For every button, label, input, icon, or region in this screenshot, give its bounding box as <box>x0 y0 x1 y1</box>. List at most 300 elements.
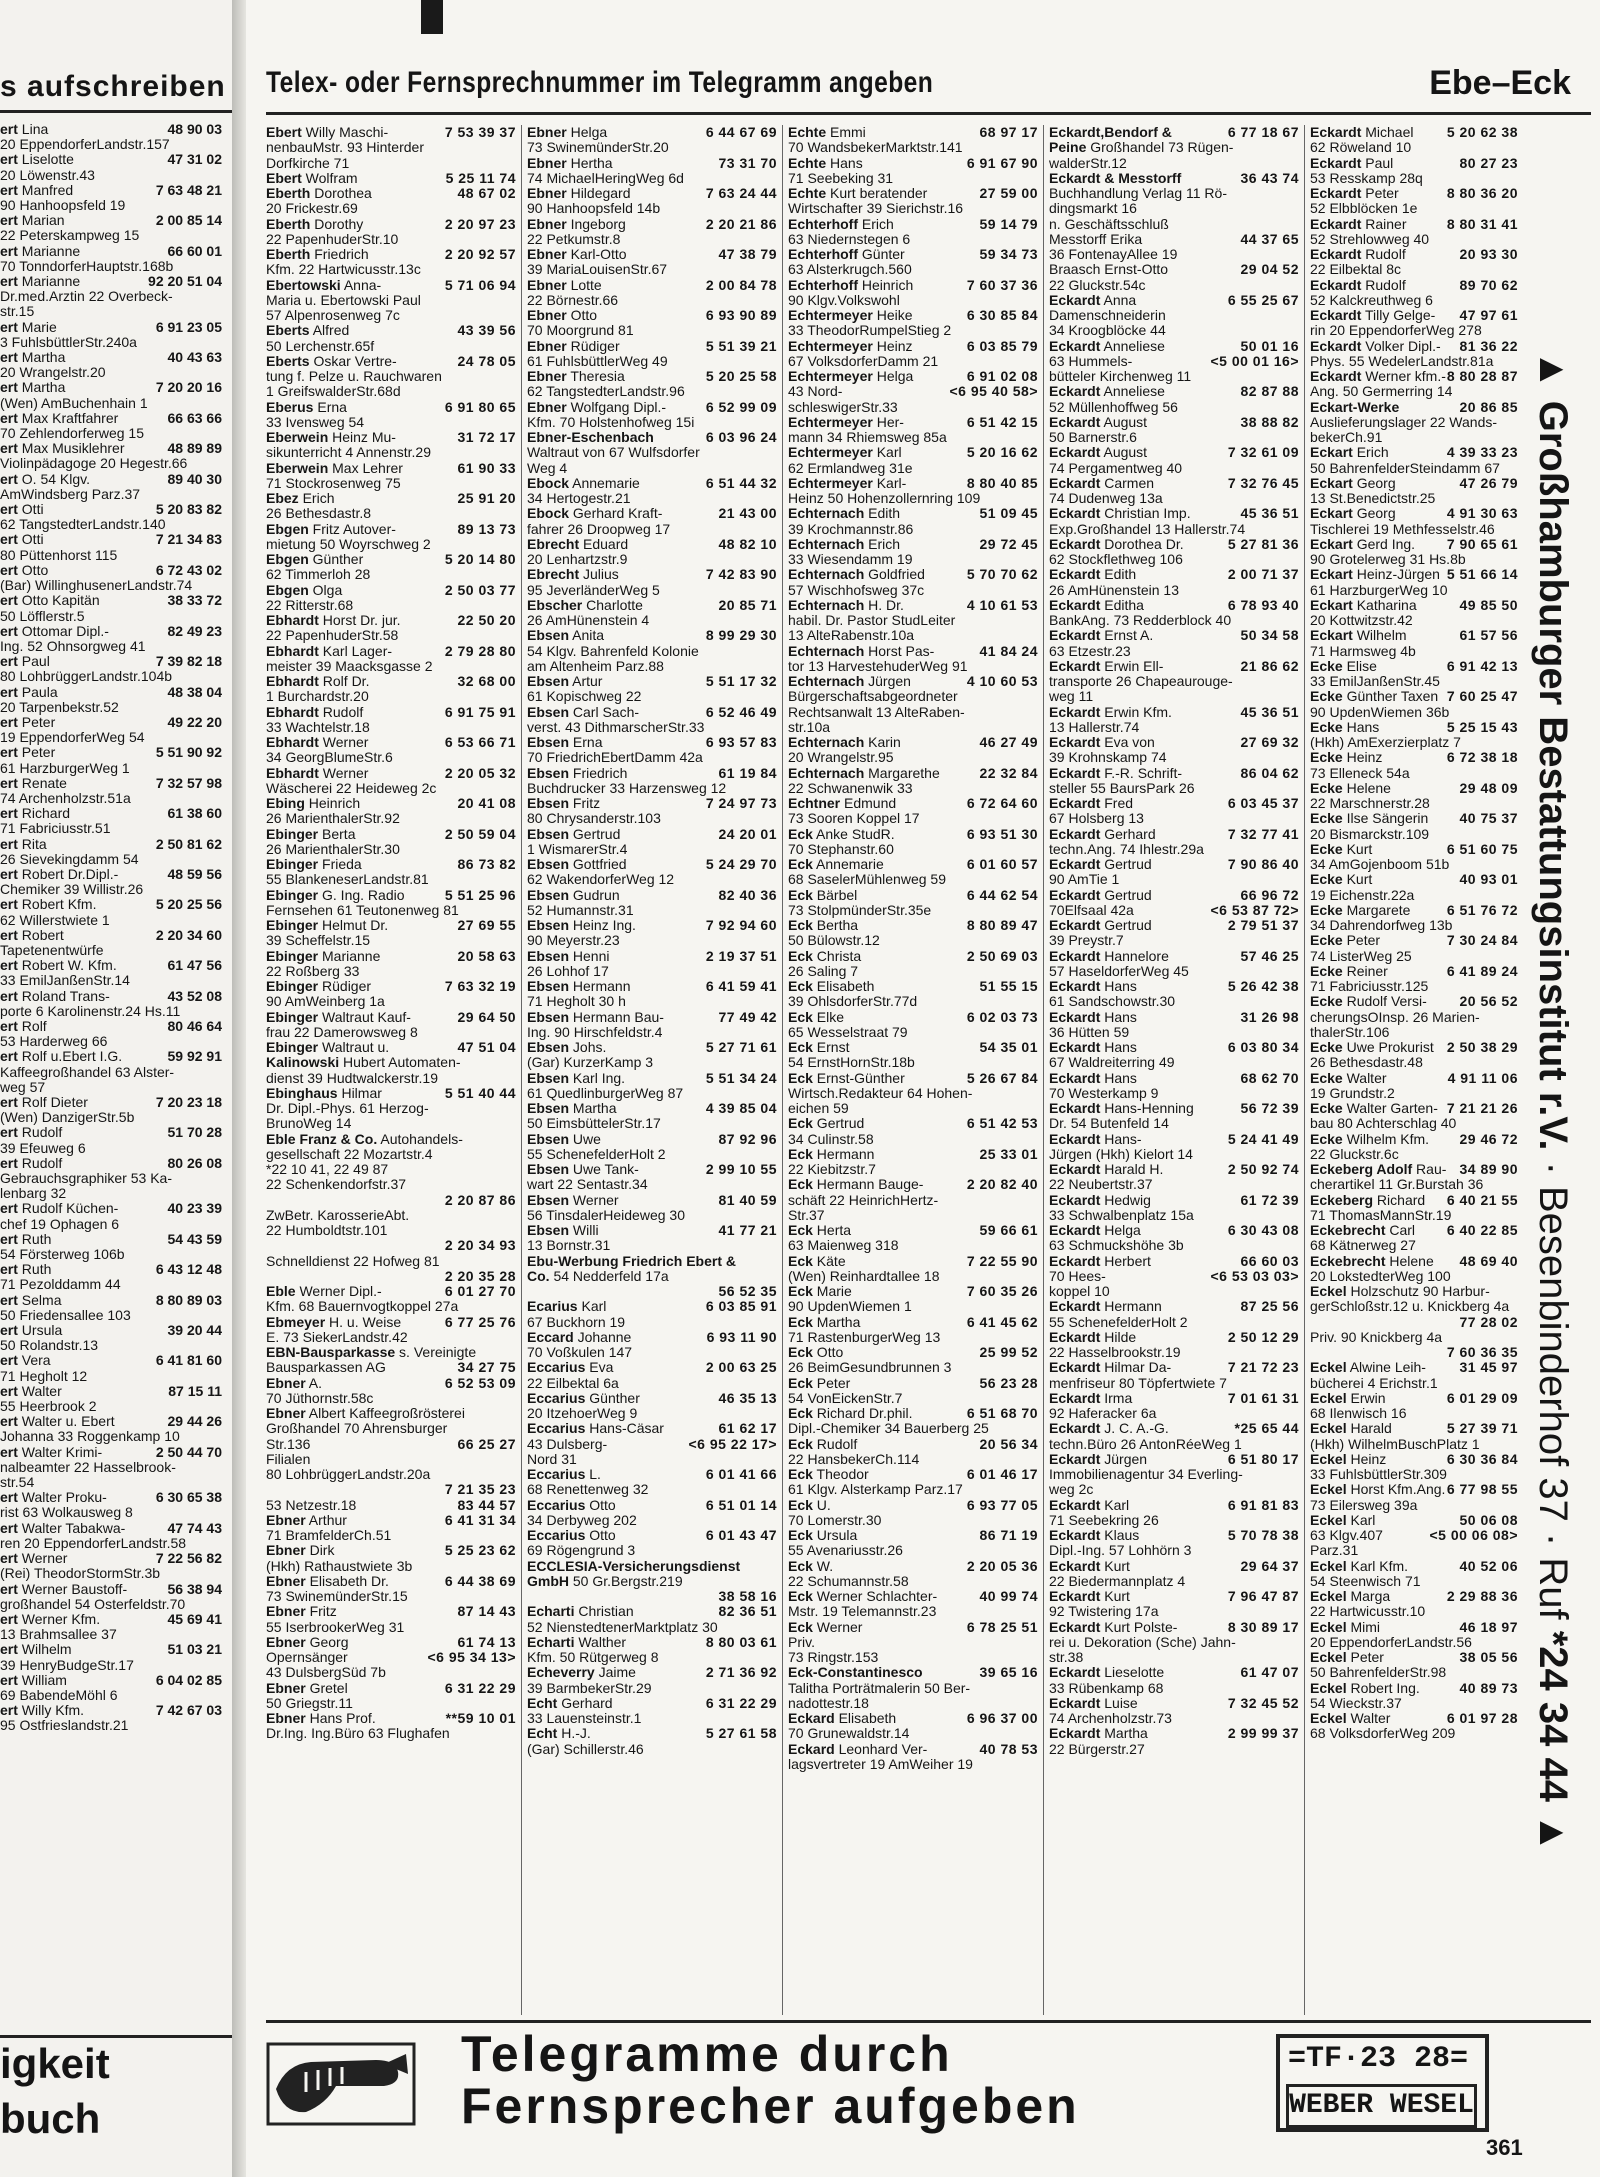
entry-details: 20 Frickestr.69 <box>266 201 358 217</box>
directory-entry-row <box>527 1604 777 1619</box>
directory-entry-row <box>527 430 777 445</box>
left-listing-row <box>0 1460 222 1475</box>
directory-entry-row <box>1049 827 1299 842</box>
entry-surname: Eckebrecht <box>1310 1223 1386 1238</box>
entry-phone: 48 82 10 <box>718 536 777 552</box>
entry-surname: Ebner <box>266 1375 306 1391</box>
entry-details: J. C. A.-G. <box>1100 1421 1169 1437</box>
entry-phone: 6 91 67 90 <box>966 155 1038 171</box>
directory-entry-row <box>1049 1452 1299 1467</box>
entry-surname: Eck <box>788 1284 813 1299</box>
left-listing-name: ert <box>0 866 18 882</box>
left-listing-text: 95 Ostfrieslandstr.21 <box>0 1718 129 1734</box>
left-listing-phone: 40 43 63 <box>167 350 222 366</box>
entry-phone: 7 24 97 73 <box>705 796 777 811</box>
entry-phone: 40 99 74 <box>979 1589 1038 1604</box>
entry-details: H.-J. <box>557 1726 591 1742</box>
directory-entry-row <box>788 796 1038 811</box>
entry-details: Heinz Mu- <box>328 430 396 445</box>
entry-details: Buchhandlung Verlag 11 Rö- <box>1049 186 1227 201</box>
left-listing-phone: 7 63 48 21 <box>155 182 222 198</box>
entry-details: Heinz-Jürgen <box>1352 567 1440 583</box>
entry-details: Hans <box>1100 1040 1137 1055</box>
entry-surname: Eckardt <box>1049 1360 1101 1376</box>
entry-details: Erwin Kfm. <box>1100 704 1172 720</box>
entry-surname: Eckeberg <box>1310 1192 1374 1208</box>
entry-phone: 51 55 15 <box>979 979 1038 994</box>
entry-details: Str.37 <box>788 1207 825 1223</box>
entry-details: 22 Biedermannplatz 4 <box>1049 1573 1186 1589</box>
entry-surname: Eck <box>788 1528 813 1543</box>
left-listing-text: Ottomar Dipl.- <box>17 623 109 639</box>
directory-entry-row <box>266 308 516 323</box>
entry-details: Hans <box>1342 719 1380 735</box>
directory-entry-row <box>266 1696 516 1711</box>
directory-entry-row <box>266 1284 516 1299</box>
left-listing-text: Robert Dr.Dipl.- <box>17 866 119 882</box>
entry-details: 20 ItzehoerWeg 9 <box>527 1406 638 1421</box>
entry-details: Buchdrucker 33 Harzensweg 12 <box>527 780 727 796</box>
entry-surname: Ebinger <box>266 1009 319 1025</box>
entry-details: 90 UpdenWiemen 36b <box>1310 704 1450 720</box>
entry-details: 1 GreifswalderStr.68d <box>266 384 401 400</box>
directory-entry-row <box>1310 888 1518 903</box>
entry-details: Karl <box>1346 1512 1376 1528</box>
left-listing-row <box>0 1186 222 1201</box>
entry-details: str.38 <box>1049 1650 1084 1665</box>
left-listing-phone: 7 32 57 98 <box>155 775 222 791</box>
left-listing-row <box>0 1004 222 1019</box>
entry-phone: 29 04 52 <box>1240 262 1299 278</box>
entry-details: Jürgen <box>1100 1451 1148 1467</box>
directory-entry-row <box>788 1635 1038 1650</box>
entry-details: 61 Kopischweg 22 <box>527 689 642 705</box>
entry-phone: 6 30 36 84 <box>1446 1451 1518 1467</box>
entry-phone: 6 30 85 84 <box>966 308 1038 323</box>
directory-entry-row <box>266 1315 516 1330</box>
entry-details: 71 BramfelderCh.51 <box>266 1528 392 1543</box>
entry-phone: 83 44 57 <box>457 1497 516 1513</box>
directory-entry-row <box>788 171 1038 186</box>
entry-details: mann 34 Rhiemsweg 85a <box>788 430 947 445</box>
directory-entry-row <box>788 1681 1038 1696</box>
entry-details: nadottestr.18 <box>788 1695 869 1711</box>
entry-details: Klaus <box>1100 1528 1140 1543</box>
entry-surname: Eck <box>788 1558 813 1574</box>
entry-phone: 6 01 29 09 <box>1446 1390 1518 1406</box>
entry-phone: 7 60 35 26 <box>966 1284 1038 1299</box>
entry-details: Uwe Prokurist <box>1342 1040 1434 1055</box>
left-listing-text: Max Kraftfahrer <box>17 410 119 426</box>
directory-entry-row <box>527 1406 777 1421</box>
entry-phone: 46 35 13 <box>718 1390 777 1406</box>
entry-details: 33 FuhlsbüttlerStr.309 <box>1310 1467 1447 1482</box>
left-listing-row <box>0 882 222 897</box>
entry-surname: Eckardt <box>1310 216 1362 232</box>
left-listing-text: ren 20 EppendorferLandstr.58 <box>0 1535 187 1551</box>
left-listing-text: Peter <box>17 745 56 761</box>
entry-details: 13 St.Benedictstr.25 <box>1310 491 1436 506</box>
directory-entry-row <box>527 1025 777 1040</box>
side-ad-logo-icon: ▲ <box>1531 350 1575 390</box>
left-listing-text: Walter Krimi- <box>17 1444 103 1460</box>
directory-entry-row <box>1310 1193 1518 1208</box>
entry-phone: 6 91 80 65 <box>444 399 516 415</box>
directory-entry-row <box>1049 1132 1299 1147</box>
entry-details: 71 Hegholt 30 h <box>527 994 626 1010</box>
left-listing-row <box>0 989 222 1004</box>
left-listing-text: 26 Sievekingdamm 54 <box>0 851 139 867</box>
entry-details: Rudolf Versi- <box>1342 994 1427 1010</box>
entry-surname: Echternach <box>788 597 865 613</box>
entry-phone: 6 30 43 08 <box>1227 1223 1299 1238</box>
entry-details: Karl Lager- <box>318 643 393 659</box>
left-listing-row <box>0 289 222 304</box>
left-listing-row <box>0 1490 222 1505</box>
directory-entry-row <box>1310 583 1518 598</box>
left-listing-phone: 7 20 23 18 <box>155 1095 222 1110</box>
entry-phone: 7 60 37 36 <box>966 277 1038 293</box>
directory-entry-row <box>788 872 1038 887</box>
left-listing-phone: 38 33 72 <box>167 593 222 609</box>
directory-entry-row <box>266 567 516 582</box>
directory-entry-row <box>1310 1360 1518 1375</box>
left-listing-name: ert <box>0 1049 18 1065</box>
entry-details: Erwin Ell- <box>1100 658 1164 674</box>
directory-entry-row <box>1049 552 1299 567</box>
entry-surname: Ebsen <box>527 765 570 781</box>
entry-surname: Eckardt <box>1049 948 1101 964</box>
entry-phone: 89 13 73 <box>457 521 516 537</box>
left-listing-phone: 6 41 81 60 <box>155 1353 222 1369</box>
left-listing-row <box>0 578 222 593</box>
left-listing-phone: 6 91 23 05 <box>155 319 222 335</box>
directory-entry-row <box>266 689 516 704</box>
entry-details: Reiner <box>1342 963 1388 979</box>
left-listing-row <box>0 639 222 654</box>
entry-phone: <5 00 01 16> <box>1210 353 1299 369</box>
entry-phone: 29 64 37 <box>1240 1558 1299 1574</box>
entry-surname: Eckardt <box>1049 1131 1101 1147</box>
entry-details: Dorfkirche 71 <box>266 155 350 171</box>
entry-details: str.10a <box>788 719 831 735</box>
bottom-ad-line1: Telegramme durch <box>461 2026 953 2082</box>
entry-surname: Eck <box>788 1177 813 1193</box>
directory-entry-row <box>527 1711 777 1726</box>
entry-phone: 6 40 22 85 <box>1446 1223 1518 1238</box>
entry-details: Margarete <box>1342 902 1411 918</box>
entry-details: Mstr. 19 Telemannstr.23 <box>788 1604 937 1620</box>
directory-entry-row <box>1310 1055 1518 1070</box>
page-header-title: Telex- oder Fernsprechnummer im Telegramm angeben <box>266 66 934 99</box>
entry-surname: Eck <box>788 1345 813 1360</box>
directory-entry-row <box>266 537 516 552</box>
entry-surname: Ebsen <box>527 887 570 903</box>
entry-surname: Eckart <box>1310 506 1353 522</box>
entry-details: Rau- <box>1412 1162 1447 1177</box>
left-page <box>0 0 232 2177</box>
left-listing-text: 22 Peterskampweg 15 <box>0 228 140 244</box>
directory-entry-row <box>266 201 516 216</box>
left-listing-row <box>0 1247 222 1262</box>
directory-entry-row <box>1049 125 1299 140</box>
entry-details: Wolfgang Dipl.- <box>566 399 667 415</box>
directory-entry-row <box>1049 1650 1299 1665</box>
left-listing-text: Otti <box>17 502 44 518</box>
directory-entry-row <box>788 628 1038 643</box>
entry-phone: 57 46 25 <box>1240 948 1299 964</box>
entry-surname: Eckardt <box>1049 445 1101 461</box>
entry-surname: Eberts <box>266 353 310 369</box>
directory-entry-row <box>266 476 516 491</box>
directory-entry-row <box>1310 1086 1518 1101</box>
entry-details: 71 Harmsweg 4b <box>1310 643 1416 659</box>
directory-entry-row <box>1310 918 1518 933</box>
entry-details: Martha <box>1100 1726 1148 1742</box>
entry-phone: 68 97 17 <box>979 125 1038 140</box>
directory-entry-row <box>788 857 1038 872</box>
directory-entry-row <box>527 1071 777 1086</box>
entry-surname: Echtermeyer <box>788 308 873 323</box>
entry-surname: Eck <box>788 857 813 872</box>
entry-phone: 61 47 07 <box>1240 1665 1299 1681</box>
directory-entry-row <box>527 186 777 201</box>
directory-entry-row <box>1049 384 1299 399</box>
left-listing-name: ert <box>0 319 18 335</box>
directory-entry-row <box>527 842 777 857</box>
entry-details: Carl Sach- <box>569 704 640 720</box>
entry-phone: 7 63 24 44 <box>705 186 777 201</box>
left-listing-row <box>0 1353 222 1368</box>
entry-details: Autohandels- <box>377 1131 463 1147</box>
entry-phone: 2 20 87 86 <box>444 1192 516 1208</box>
directory-entry-row <box>1049 644 1299 659</box>
directory-entry-row <box>788 1620 1038 1635</box>
entry-details: 73 Ringstr.153 <box>788 1650 879 1665</box>
entry-details: 68 Renettenweg 32 <box>527 1482 649 1498</box>
entry-surname: Ebner <box>266 1634 306 1650</box>
left-listing-text: Otto <box>17 562 49 578</box>
entry-details: Katharina <box>1352 597 1417 613</box>
left-header-rule <box>0 110 232 113</box>
entry-phone: 6 78 25 51 <box>966 1619 1038 1635</box>
entry-surname: Ebsen <box>527 979 570 994</box>
directory-entry-row <box>1049 1025 1299 1040</box>
entry-details: Gertrud <box>1100 918 1152 933</box>
entry-details: Ang. 50 Germerring 14 <box>1310 384 1453 400</box>
directory-entry-row <box>527 659 777 674</box>
directory-entry-row <box>266 1467 516 1482</box>
entry-phone: 41 84 24 <box>979 643 1038 659</box>
entry-details: August <box>1100 445 1148 461</box>
entry-details: s. Vereinigte <box>395 1345 477 1360</box>
directory-entry-row <box>1310 339 1518 354</box>
left-listing-text: Walter <box>17 1383 62 1399</box>
entry-details: Dorothea <box>310 186 372 201</box>
entry-details: Christa <box>812 948 862 964</box>
left-listing-phone: 92 20 51 04 <box>148 274 222 290</box>
entry-details: weg 11 <box>1049 689 1094 705</box>
entry-details: Gretel <box>305 1680 348 1696</box>
directory-entry-row <box>788 1101 1038 1116</box>
entry-details: A. <box>305 1375 323 1391</box>
entry-surname: Echternach <box>788 506 865 522</box>
entry-surname: Echternach <box>788 567 865 583</box>
entry-surname: Eckel <box>1310 1711 1347 1726</box>
left-listing-row <box>0 274 222 289</box>
left-listing-row <box>0 1551 222 1566</box>
directory-entry-row <box>527 918 777 933</box>
directory-entry-row <box>1310 1498 1518 1513</box>
entry-details: Helga <box>872 369 914 384</box>
left-listing-text: Otti <box>17 532 44 548</box>
left-listing-name: ert <box>0 1231 18 1247</box>
entry-surname: Ecke <box>1310 963 1343 979</box>
left-listing-phone: 49 22 20 <box>167 714 222 730</box>
entry-details: dienst 39 Hudtwalckerstr.19 <box>266 1070 438 1086</box>
directory-entry-row <box>527 1345 777 1360</box>
directory-entry-row <box>788 1284 1038 1299</box>
left-listing-phone: 7 22 56 82 <box>155 1551 222 1567</box>
entry-surname: Eckeberg Adolf <box>1310 1162 1413 1177</box>
entry-details: Hannelore <box>1100 948 1169 964</box>
directory-entry-row <box>1310 1147 1518 1162</box>
entry-details: 63 Niedernstegen 6 <box>788 231 911 247</box>
directory-entry-row <box>266 1711 516 1726</box>
entry-details: Gerhard <box>557 1695 613 1711</box>
left-listing-text: Wilhelm <box>17 1642 72 1658</box>
left-listing-text: 62 TangstedterLandstr.140 <box>0 517 166 533</box>
entry-surname: Ebsen <box>527 948 570 964</box>
entry-phone: 77 49 42 <box>718 1009 777 1025</box>
entry-details: Theodor <box>812 1467 869 1482</box>
directory-entry-row <box>527 705 777 720</box>
entry-surname: Eck <box>788 979 813 994</box>
entry-details: 55 IserbrookerWeg 31 <box>266 1619 405 1635</box>
entry-details: 71 Seebekring 26 <box>1049 1512 1159 1528</box>
entry-details: Rüdiger <box>318 979 372 994</box>
entry-phone: 73 31 70 <box>718 155 777 171</box>
entry-phone: 45 36 51 <box>1240 506 1299 522</box>
directory-entry-row <box>1049 1315 1299 1330</box>
directory-entry-row <box>527 369 777 384</box>
entry-details: 55 SchenefelderHolt 2 <box>527 1146 666 1162</box>
entry-phone: 61 62 17 <box>718 1421 777 1437</box>
entry-phone: 32 68 00 <box>457 674 516 689</box>
entry-phone: 2 20 82 40 <box>966 1177 1038 1193</box>
directory-entry-row <box>1049 994 1299 1009</box>
entry-phone: <6 95 34 13> <box>427 1650 516 1665</box>
directory-entry-row <box>1049 1406 1299 1421</box>
directory-entry-row <box>266 705 516 720</box>
entry-details: 26 AmHünenstein 13 <box>1049 582 1179 598</box>
entry-surname: Eckel <box>1310 1680 1347 1696</box>
entry-details: Käte <box>812 1253 846 1269</box>
directory-entry-row <box>266 1406 516 1421</box>
left-listing-text: 80 LohbrüggerLandstr.104b <box>0 669 173 685</box>
directory-entry-row <box>1310 842 1518 857</box>
entry-details: Horst Kfm.Ang. <box>1346 1482 1446 1498</box>
entry-surname: Eberwein <box>266 430 329 445</box>
directory-entry-row <box>1049 217 1299 232</box>
entry-details: Hedwig <box>1100 1192 1151 1208</box>
entry-details: 62 TangstedterLandstr.96 <box>527 384 685 400</box>
left-listing-row <box>0 168 222 183</box>
left-listing-text: 39 Efeuweg 6 <box>0 1140 86 1156</box>
entry-details: Julius <box>579 567 619 583</box>
directory-entry-row <box>1310 598 1518 613</box>
left-listing-row <box>0 761 222 776</box>
entry-surname: Eckardt <box>1049 506 1101 522</box>
entry-phone: 5 51 17 32 <box>705 674 777 689</box>
left-listing-text: Rudolf <box>17 1155 63 1171</box>
left-listing-name: ert <box>0 684 18 700</box>
directory-entry-row <box>266 583 516 598</box>
entry-details: Str.136 <box>266 1436 311 1452</box>
entry-phone: 2 19 37 51 <box>705 948 777 964</box>
directory-entry-row <box>1310 1376 1518 1391</box>
entry-surname: Ecke <box>1310 811 1343 827</box>
directory-entry-row <box>788 323 1038 338</box>
directory-entry-row <box>1310 369 1518 384</box>
entry-details: 68 Kätnerweg 27 <box>1310 1238 1416 1254</box>
entry-details: Jürgen <box>864 674 911 689</box>
entry-details: 90 Meyerstr.23 <box>527 933 620 949</box>
directory-entry-row <box>1049 323 1299 338</box>
directory-entry-row <box>527 1635 777 1650</box>
left-listing-text: 74 Archenholzstr.51a <box>0 790 131 806</box>
directory-entry-row <box>1310 1010 1518 1025</box>
entry-details: Karl- <box>872 475 907 491</box>
entry-surname: Eckardt <box>1049 536 1101 552</box>
entry-details: Gertrud <box>569 826 621 842</box>
entry-details: Waltraut u. <box>318 1040 390 1055</box>
directory-entry-row <box>788 644 1038 659</box>
left-listing-phone: 80 26 08 <box>167 1155 222 1171</box>
directory-entry-row <box>1049 933 1299 948</box>
directory-entry-row <box>1049 964 1299 979</box>
entry-details: steller 55 BaursPark 26 <box>1049 780 1195 796</box>
entry-surname: Eckel <box>1310 1589 1347 1604</box>
entry-details: 54 Steenwisch 71 <box>1310 1573 1421 1589</box>
directory-entry-row <box>1310 781 1518 796</box>
entry-details: 22 Kiebitzstr.7 <box>788 1162 876 1177</box>
entry-surname: Eberus <box>266 399 314 415</box>
entry-details: Hans <box>1100 979 1137 994</box>
left-listing-text: 33 EmilJanßenStr.14 <box>0 973 130 989</box>
directory-entry-row <box>1049 781 1299 796</box>
entry-phone: 56 52 35 <box>718 1284 777 1299</box>
entry-details: 54 Nedderfeld 17a <box>549 1268 669 1284</box>
entry-phone: 7 32 77 41 <box>1227 826 1299 842</box>
entry-phone: 5 25 23 62 <box>444 1543 516 1559</box>
directory-entry-row <box>1310 933 1518 948</box>
entry-details: Bürgerschaftsabgeordneter <box>788 689 958 705</box>
directory-entry-row <box>266 872 516 887</box>
entry-phone: 27 69 55 <box>457 918 516 933</box>
entry-phone: 7 22 55 90 <box>966 1253 1038 1269</box>
left-listing-row <box>0 837 222 852</box>
directory-entry-row <box>1049 1559 1299 1574</box>
directory-entry-row <box>527 1315 777 1330</box>
entry-details: 55 Avenariusstr.26 <box>788 1543 903 1559</box>
left-listing-text: 70 TonndorferHauptstr.168b <box>0 258 174 274</box>
directory-entry-row <box>1310 1116 1518 1131</box>
left-listing-name: ert <box>0 532 18 548</box>
left-listing-name: ert <box>0 927 18 943</box>
entry-details: Jürgen (Hkh) Kielort 14 <box>1049 1146 1193 1162</box>
entry-details: 33 Schwalbenplatz 15a <box>1049 1207 1194 1223</box>
